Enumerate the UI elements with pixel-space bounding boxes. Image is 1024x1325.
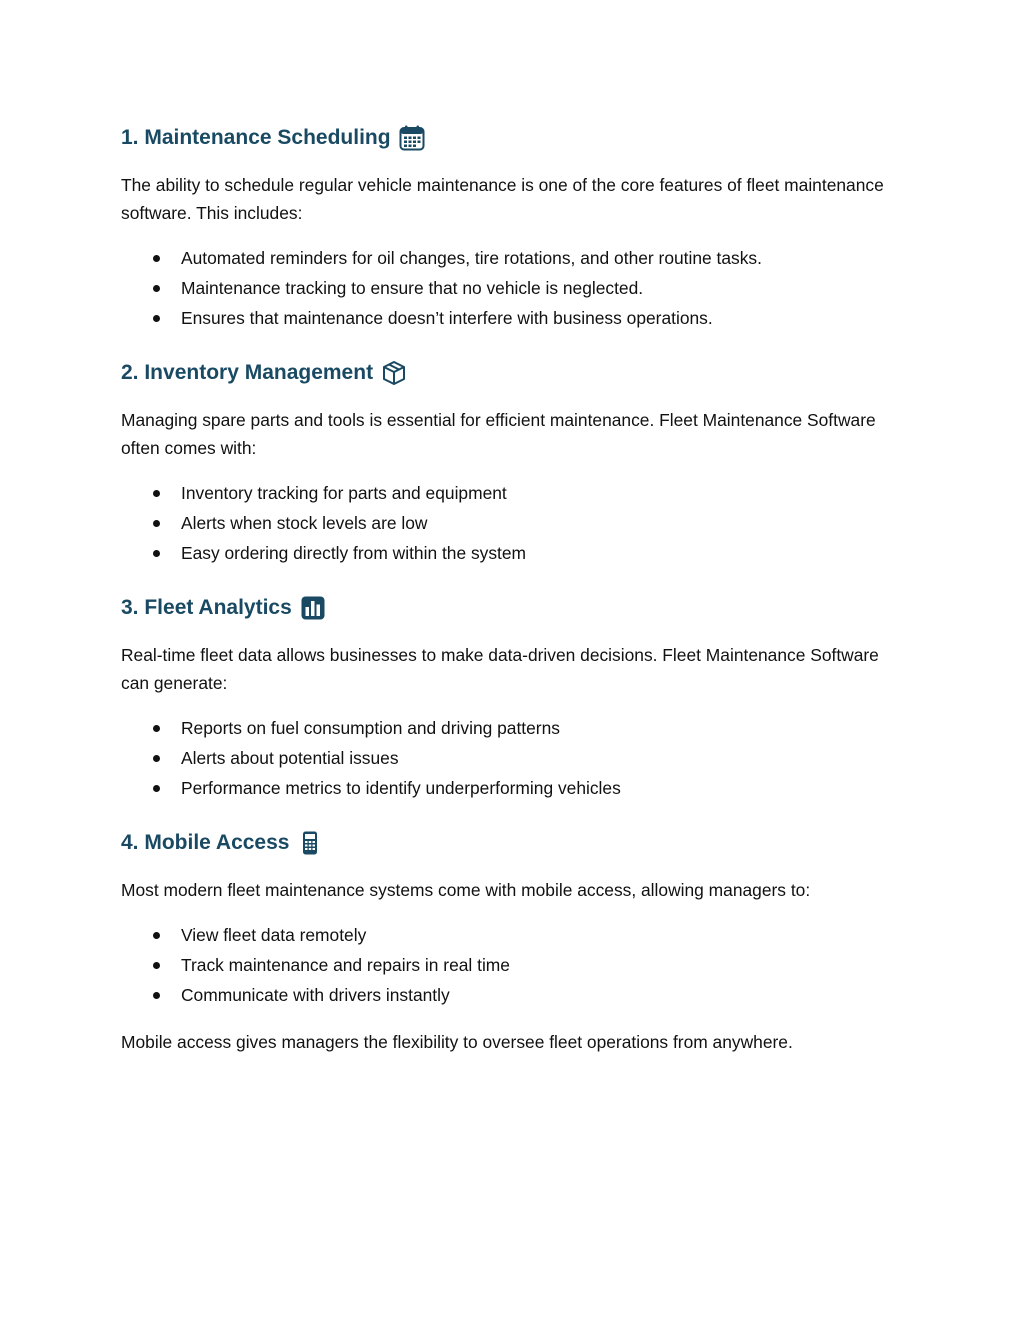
list-item-text: Communicate with drivers instantly (181, 985, 450, 1005)
section-inventory-management (121, 353, 911, 568)
section-fleet-analytics (121, 588, 911, 803)
bullet-dot (153, 725, 160, 732)
bullet-dot (153, 992, 160, 999)
bullet-dot (153, 755, 160, 762)
section-heading-text: 1. Maintenance Scheduling (121, 126, 391, 149)
bar-chart-icon (300, 595, 326, 621)
list-item (121, 478, 911, 508)
bullet-dot (153, 255, 160, 262)
list-item-text: Track maintenance and repairs in real time (181, 955, 510, 975)
bullet-list (121, 920, 911, 1010)
section-heading-text: 3. Fleet Analytics (121, 596, 292, 619)
list-item-text: Reports on fuel consumption and driving patterns (181, 718, 560, 738)
list-item (121, 273, 911, 303)
list-item-text: Easy ordering directly from within the system (181, 543, 527, 563)
list-item (121, 713, 911, 743)
bullet-dot (153, 962, 160, 969)
section-heading-text: 4. Mobile Access (121, 831, 290, 854)
bullet-dot (153, 932, 160, 939)
list-item-text: Automated reminders for oil changes, tire rotations, and other routine tasks. (181, 248, 762, 268)
section-mobile-access (121, 823, 911, 1010)
list-item (121, 508, 911, 538)
bullet-dot (153, 550, 160, 557)
list-item (121, 538, 911, 568)
section-maintenance-scheduling (121, 118, 911, 333)
section-heading-text: 2. Inventory Management (121, 361, 374, 384)
section-heading (121, 118, 911, 158)
list-item (121, 950, 911, 980)
section-intro: Real-time fleet data allows businesses to make data-driven decisions. Fleet Maintenance Software can generate: (121, 645, 879, 693)
list-item-text: View fleet data remotely (181, 925, 367, 945)
mobile-phone-icon (297, 830, 323, 856)
bullet-dot (153, 285, 160, 292)
list-item (121, 920, 911, 950)
list-item (121, 743, 911, 773)
section-heading (121, 353, 911, 393)
list-item-text: Inventory tracking for parts and equipment (181, 483, 507, 503)
section-intro: Managing spare parts and tools is essential for efficient maintenance. Fleet Maintenance Software often comes with: (121, 410, 876, 458)
section-heading (121, 823, 911, 863)
bullet-list (121, 713, 911, 803)
document-content (121, 118, 911, 1056)
bullet-dot (153, 520, 160, 527)
section-intro: The ability to schedule regular vehicle maintenance is one of the core features of fleet maintenance software. This includes: (121, 175, 884, 223)
bullet-list (121, 243, 911, 333)
bullet-dot (153, 785, 160, 792)
list-item (121, 243, 911, 273)
list-item (121, 303, 911, 333)
section-intro: Most modern fleet maintenance systems come with mobile access, allowing managers to: (121, 880, 811, 900)
bullet-dot (153, 490, 160, 497)
list-item-text: Performance metrics to identify underperforming vehicles (181, 778, 621, 798)
closing-paragraph: Mobile access gives managers the flexibility to oversee fleet operations from anywhere. (121, 1032, 793, 1052)
bullet-dot (153, 315, 160, 322)
list-item-text: Ensures that maintenance doesn’t interfere with business operations. (181, 308, 713, 328)
list-item (121, 980, 911, 1010)
list-item (121, 773, 911, 803)
list-item-text: Alerts about potential issues (181, 748, 399, 768)
bullet-list (121, 478, 911, 568)
list-item-text: Maintenance tracking to ensure that no vehicle is neglected. (181, 278, 644, 298)
calendar-icon (399, 125, 425, 151)
section-heading (121, 588, 911, 628)
package-icon (381, 360, 407, 386)
list-item-text: Alerts when stock levels are low (181, 513, 428, 533)
